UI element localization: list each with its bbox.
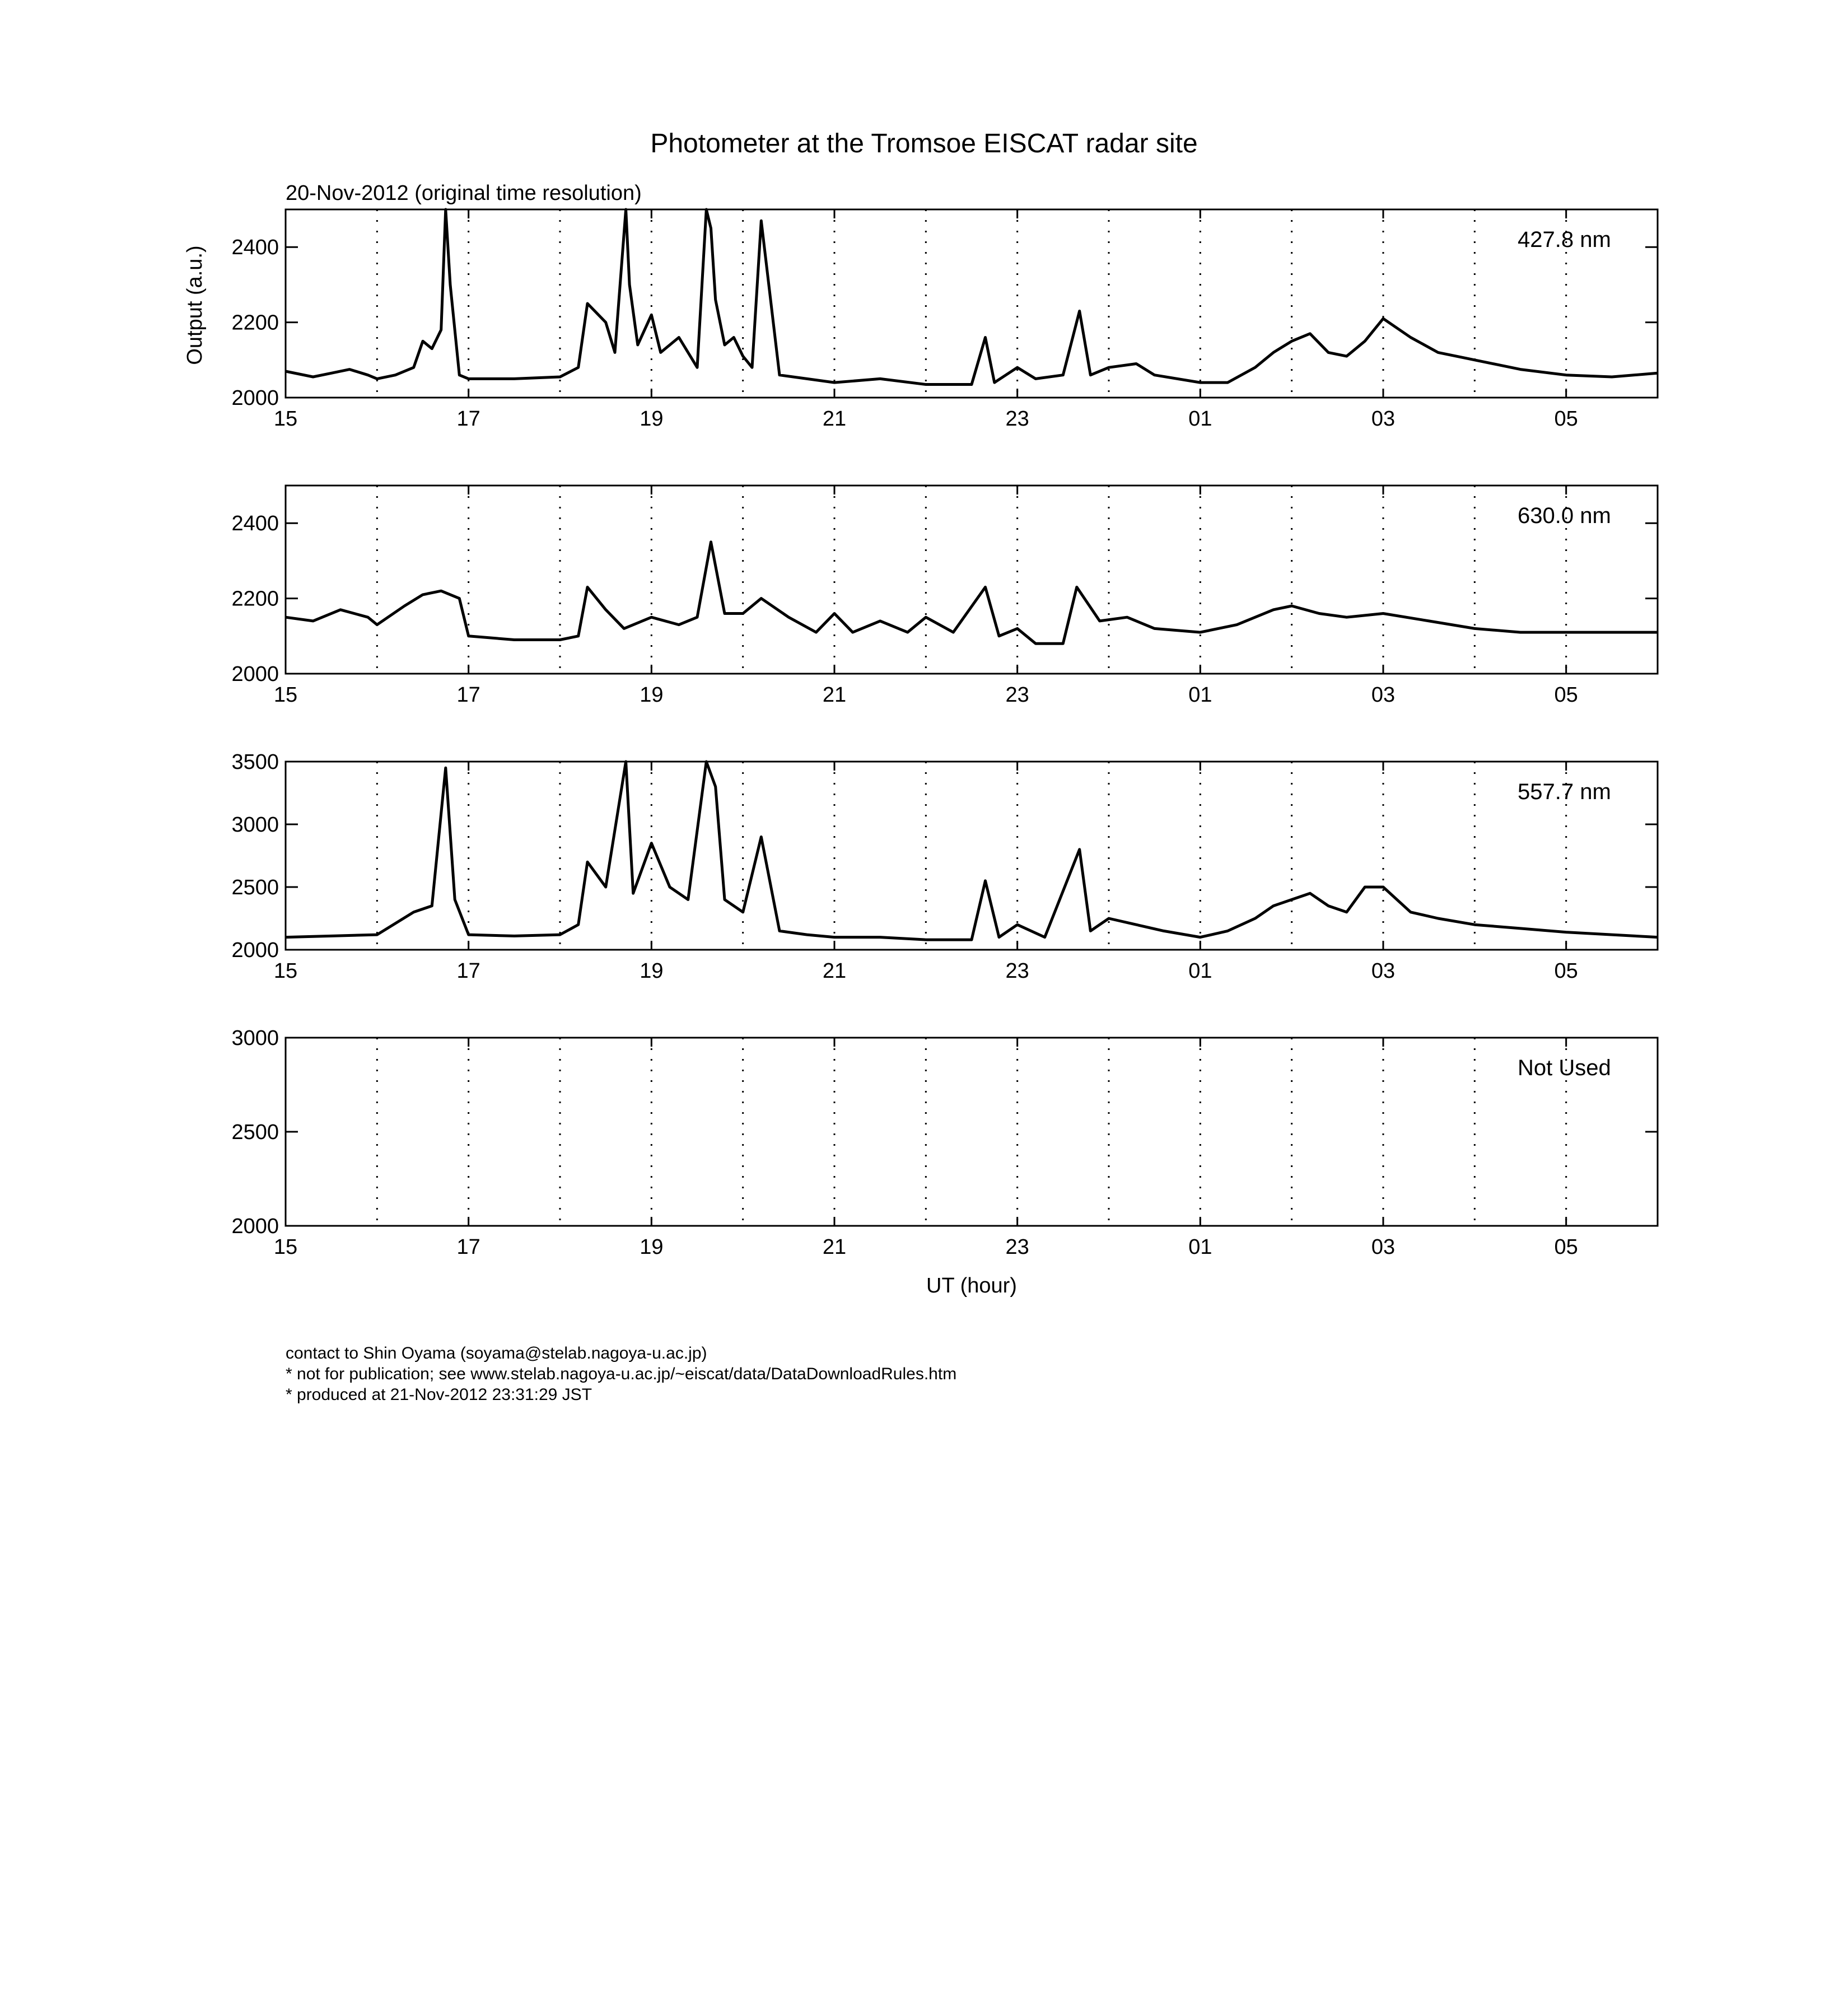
y-tick-label: 2200 [231,587,279,611]
x-tick-label: 23 [1005,1235,1029,1259]
x-tick-label: 19 [640,959,664,983]
panel-label: Not Used [1518,1056,1611,1080]
y-axis-label: Output (a.u.) [183,245,207,365]
y-tick-label: 3000 [231,813,279,837]
x-tick-label: 21 [822,1235,847,1259]
panel-3 [231,750,1658,983]
x-tick-label: 01 [1188,683,1212,707]
x-tick-label: 05 [1554,683,1578,707]
footer-produced-note: * produced at 21-Nov-2012 23:31:29 JST [286,1385,592,1404]
x-tick-label: 03 [1371,1235,1396,1259]
x-tick-label: 21 [822,959,847,983]
x-tick-label: 03 [1371,959,1396,983]
y-tick-label: 2000 [231,386,279,410]
x-tick-label: 01 [1188,959,1212,983]
panel-1 [231,209,1658,431]
x-tick-label: 03 [1371,407,1396,431]
series-line [286,209,1658,385]
x-tick-label: 17 [456,1235,480,1259]
y-tick-label: 2500 [231,876,279,899]
x-tick-label: 19 [640,683,664,707]
panel-4 [231,1026,1658,1259]
footer-notes [286,1343,956,1405]
y-tick-label: 2400 [231,512,279,536]
footer-publication-note: * not for publication; see www.stelab.nagoya-u.ac.jp/~eiscat/data/DataDownloadRules.htm [286,1365,957,1383]
x-tick-label: 03 [1371,683,1396,707]
y-tick-label: 2500 [231,1121,279,1144]
x-tick-label: 23 [1005,959,1029,983]
panels [231,209,1658,1259]
x-tick-label: 01 [1188,407,1212,431]
x-tick-label: 15 [273,407,298,431]
x-tick-label: 15 [273,1235,298,1259]
y-tick-label: 2200 [231,311,279,335]
x-tick-label: 17 [456,407,480,431]
x-tick-label: 21 [822,407,847,431]
x-tick-label: 05 [1554,407,1578,431]
series-line [286,542,1658,643]
y-tick-label: 2000 [231,1215,279,1238]
figure-subtitle: 20-Nov-2012 (original time resolution) [286,181,642,205]
x-tick-label: 21 [822,683,847,707]
panel-label: 630.0 nm [1518,503,1611,528]
x-tick-label: 23 [1005,683,1029,707]
x-axis-label: UT (hour) [926,1274,1017,1298]
series-line [286,762,1658,940]
y-tick-label: 2000 [231,662,279,686]
x-tick-label: 01 [1188,1235,1212,1259]
panel-label: 557.7 nm [1518,780,1611,804]
panel-2 [231,486,1658,707]
x-tick-label: 05 [1554,959,1578,983]
y-tick-label: 3000 [231,1026,279,1050]
x-tick-label: 17 [456,683,480,707]
x-tick-label: 15 [273,683,298,707]
x-tick-label: 23 [1005,407,1029,431]
x-tick-label: 17 [456,959,480,983]
plot-frame [286,209,1658,398]
x-tick-label: 05 [1554,1235,1578,1259]
panel-label: 427.8 nm [1518,227,1611,252]
figure-title: Photometer at the Tromsoe EISCAT radar site [650,129,1198,158]
y-tick-label: 2000 [231,939,279,962]
x-tick-label: 15 [273,959,298,983]
x-tick-label: 19 [640,407,664,431]
footer-contact: contact to Shin Oyama (soyama@stelab.nagoya-u.ac.jp) [286,1344,707,1362]
x-tick-label: 19 [640,1235,664,1259]
plot-frame [286,486,1658,674]
plot-frame [286,1038,1658,1226]
y-tick-label: 2400 [231,236,279,260]
y-tick-label: 3500 [231,750,279,774]
